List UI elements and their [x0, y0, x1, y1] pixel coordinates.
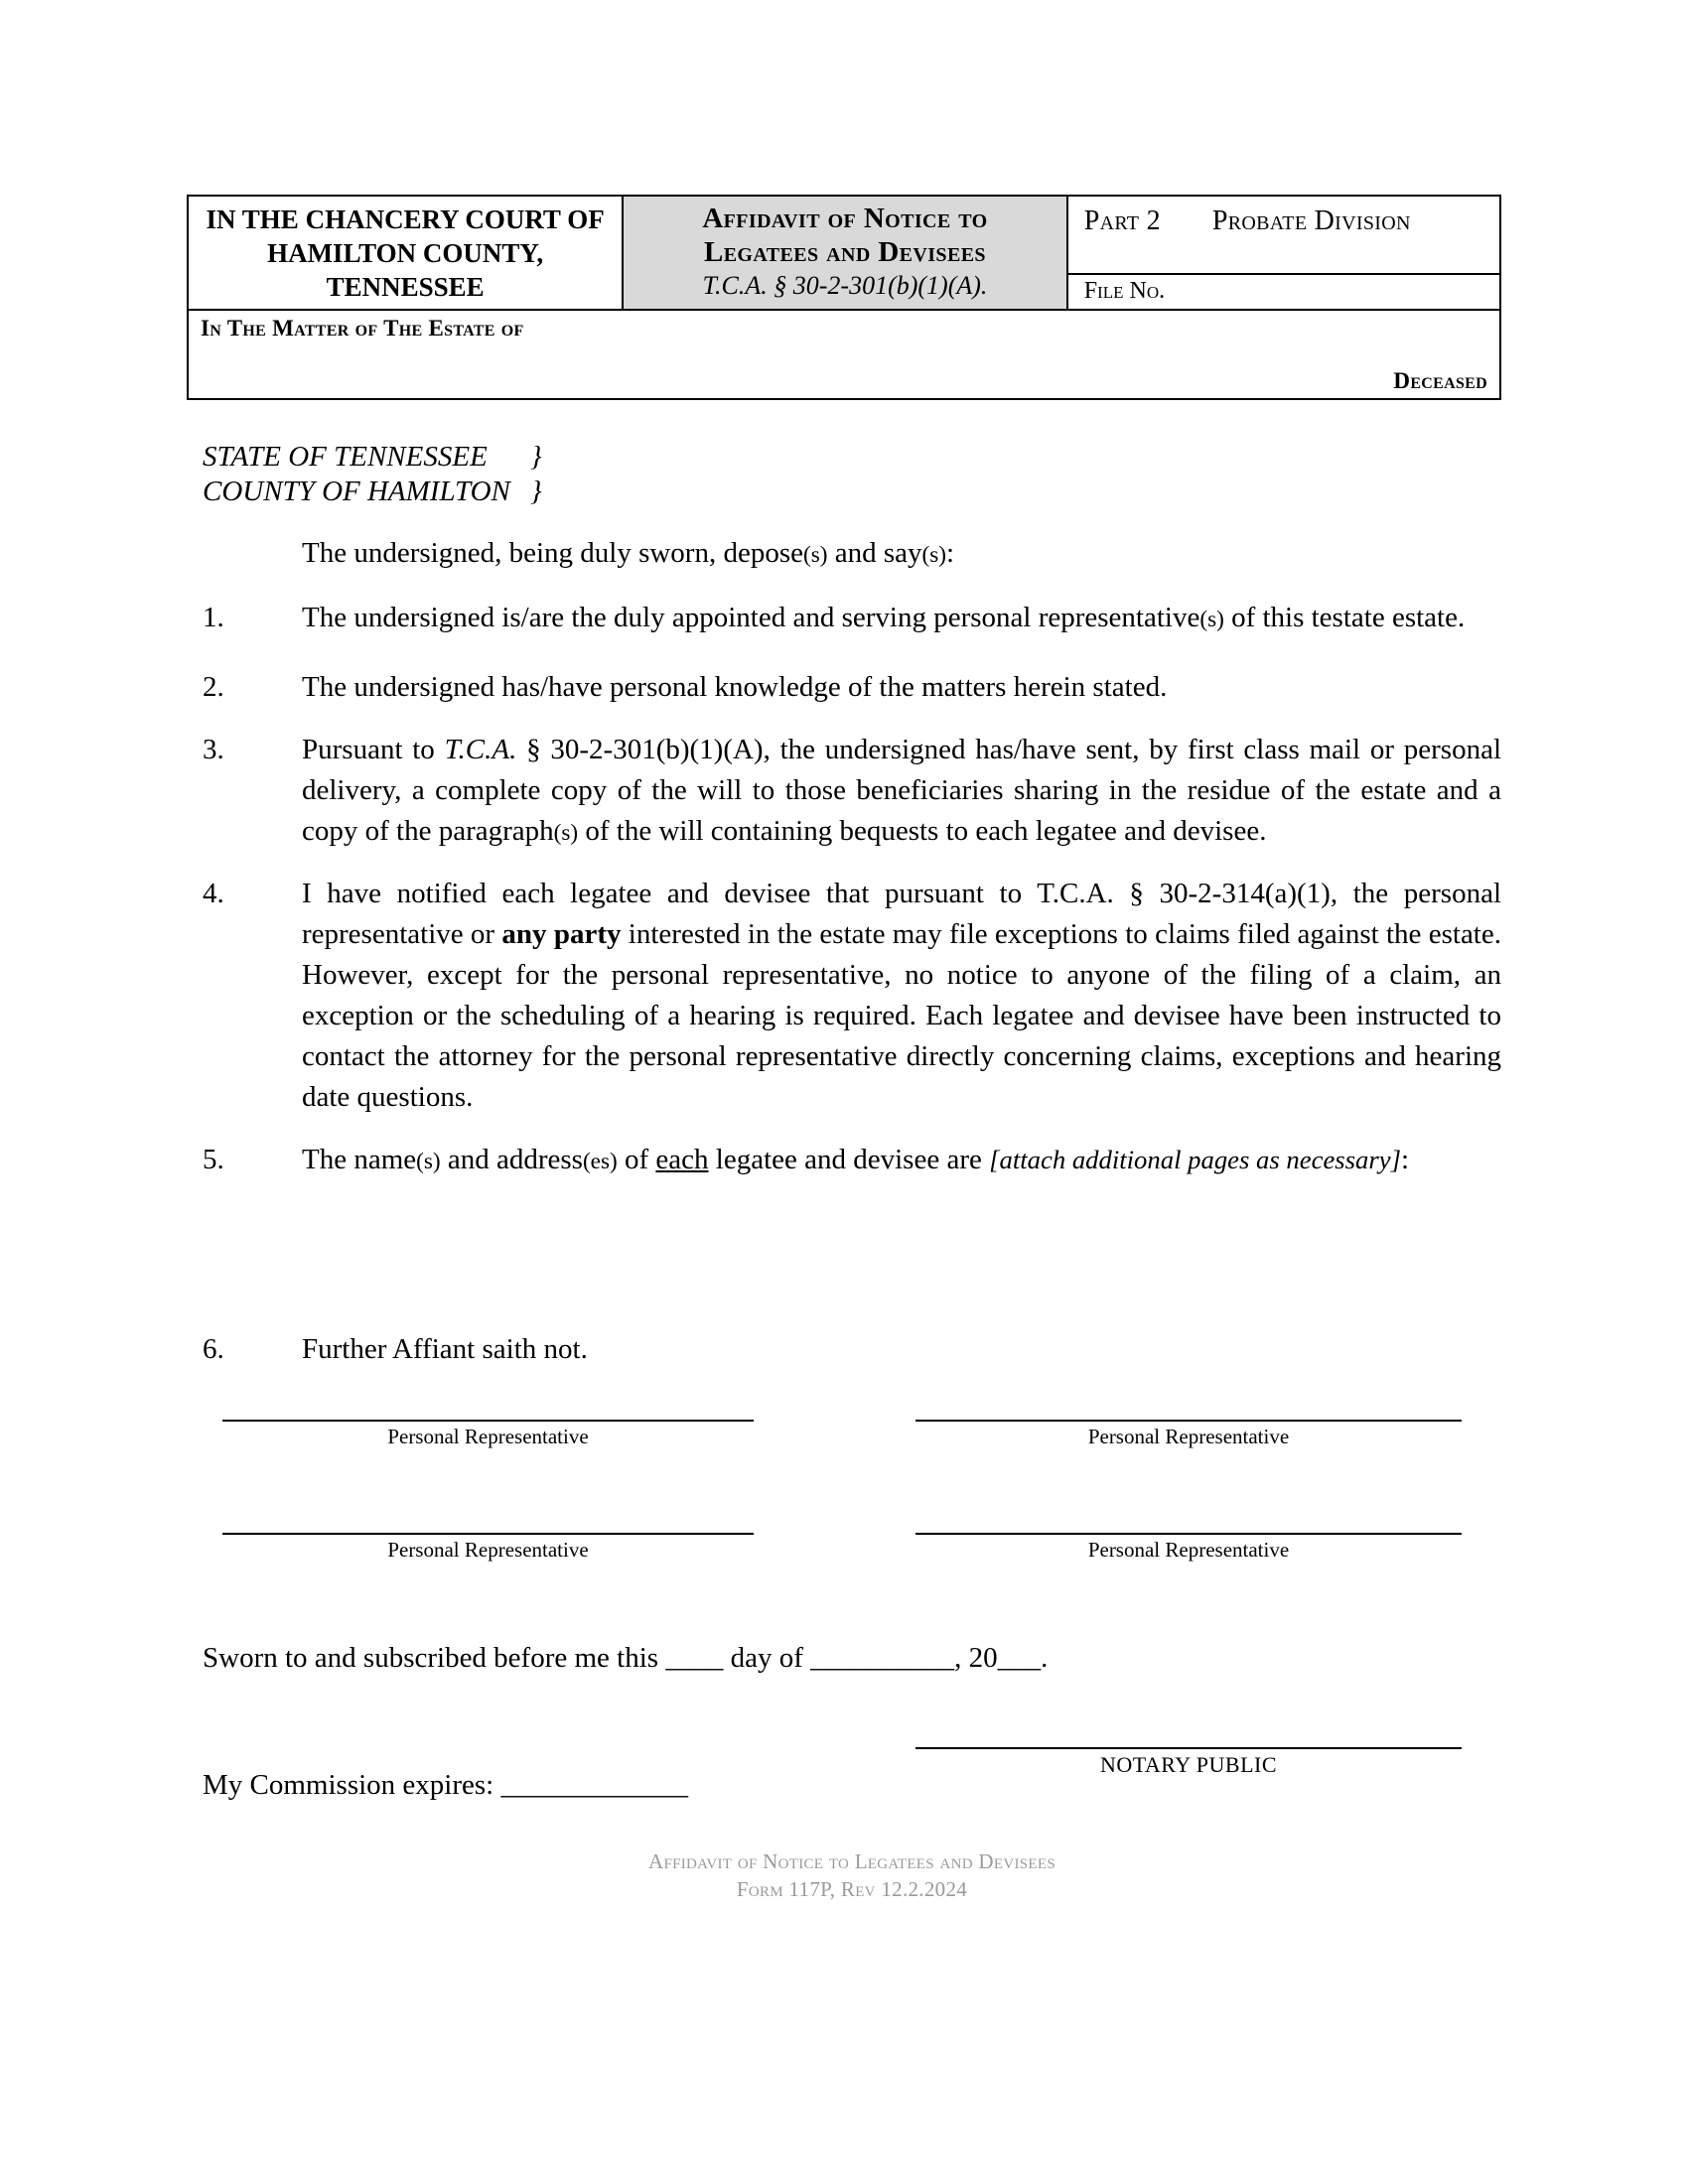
- item-number: 1.: [203, 602, 224, 633]
- court-name-line-1: IN THE CHANCERY COURT OF: [206, 205, 605, 234]
- page-footer: [203, 1847, 1501, 1903]
- court-name-line-3: TENNESSEE: [326, 272, 485, 302]
- estate-matter-label: In The Matter of The Estate of: [201, 316, 524, 341]
- signature-label: Personal Representative: [1087, 1425, 1290, 1448]
- notary-section: [203, 1747, 1501, 1802]
- intro-paragraph: The undersigned, being duly sworn, depose(s) and say(s):: [302, 537, 955, 569]
- item-text: The undersigned is/are the duly appointed and serving personal representative(s) of this testate estate.: [302, 602, 1466, 633]
- item-text: Further Affiant saith not.: [302, 1333, 588, 1365]
- list-item-6: [203, 1329, 1501, 1370]
- signature-label: Personal Representative: [387, 1425, 589, 1448]
- item-text: The name(s) and address(es) of each legatee and devisee are [attach additional pages as necessary]:: [302, 1144, 1410, 1175]
- venue-state-line: STATE OF TENNESSEE: [203, 441, 488, 473]
- file-no-label: File No.: [1083, 278, 1166, 304]
- form-title-cell: [624, 197, 1067, 309]
- venue-brace: }: [530, 441, 542, 473]
- signature-row-2: [203, 1533, 1501, 1563]
- signature-row-1: [203, 1420, 1501, 1449]
- item-number: 2.: [203, 671, 224, 703]
- court-name-line-2: HAMILTON COUNTY,: [267, 238, 544, 268]
- footer-form-number: Form 117P, Rev 12.2.2024: [736, 1877, 968, 1901]
- list-item-4: [203, 874, 1501, 1118]
- signature-block: [222, 1533, 754, 1563]
- item-text: The undersigned has/have personal knowledge of the matters herein stated.: [302, 671, 1168, 703]
- signature-label: Personal Representative: [1087, 1538, 1290, 1562]
- list-item-3: [203, 730, 1501, 854]
- signature-block: [915, 1420, 1462, 1449]
- deceased-label: Deceased: [1393, 368, 1487, 393]
- signature-block: [915, 1533, 1462, 1563]
- caption-row-top: [189, 197, 1499, 309]
- signature-block: [222, 1420, 754, 1449]
- venue-brace: }: [530, 476, 542, 507]
- estate-name-field[interactable]: [201, 344, 1281, 388]
- notary-block: [915, 1747, 1462, 1778]
- list-item-1: [203, 598, 1501, 640]
- venue-block: [203, 440, 1501, 509]
- estate-matter-row: [189, 309, 1499, 398]
- footer-title: Affidavit of Notice to Legatees and Devisees: [648, 1849, 1055, 1873]
- statute-citation: T.C.A. § 30-2-301(b)(1)(A).: [702, 271, 988, 300]
- list-item-5: [203, 1140, 1501, 1182]
- venue-county-line: COUNTY OF HAMILTON: [203, 476, 510, 507]
- form-title-line-1: Affidavit of Notice to: [702, 203, 988, 234]
- sworn-statement: Sworn to and subscribed before me this ____ day of __________, 20___.: [203, 1642, 1049, 1674]
- venue-county-row: [203, 475, 1501, 509]
- item-text: I have notified each legatee and devisee that pursuant to T.C.A. § 30-2-314(a)(1), the personal representative or any party interested in the estate may file exceptions to claims filed against the estate. However, except for the personal representative, no notice to anyone of the filing of a claim, an exception or the scheduling of a hearing is required. Each legatee and devisee have been instructed to contact the attorney for the personal representative directly concerning claims, exceptions and hearing date questions.: [302, 878, 1501, 1113]
- case-caption-table: [187, 195, 1501, 400]
- venue-state-row: [203, 440, 1501, 475]
- division-label: Probate Division: [1211, 205, 1411, 236]
- item-number: 4.: [203, 878, 224, 909]
- form-title-line-2: Legatees and Devisees: [703, 236, 986, 268]
- item-number: 5.: [203, 1144, 224, 1175]
- list-item-2: [203, 667, 1501, 708]
- court-name: [189, 197, 624, 309]
- item-text: Pursuant to T.C.A. § 30-2-301(b)(1)(A), the undersigned has/have sent, by first class mail or personal delivery, a complete copy of the will to those beneficiaries sharing in the residue of the estate and a copy of the paragraph(s) of the will containing bequests to each legatee and devisee.: [302, 734, 1502, 847]
- item-number: 6.: [203, 1333, 224, 1365]
- legatee-address-field[interactable]: [203, 1182, 1501, 1329]
- part-division-row: [1068, 197, 1499, 273]
- notary-public-label: NOTARY PUBLIC: [1099, 1752, 1278, 1777]
- file-no-field[interactable]: [1165, 278, 1499, 309]
- file-no-row: [1068, 273, 1499, 309]
- commission-expires-line: My Commission expires: _____________: [203, 1769, 688, 1801]
- part-label: Part 2: [1083, 205, 1161, 236]
- signature-label: Personal Representative: [387, 1538, 589, 1562]
- part-cell: [1068, 197, 1499, 309]
- item-number: 3.: [203, 734, 224, 765]
